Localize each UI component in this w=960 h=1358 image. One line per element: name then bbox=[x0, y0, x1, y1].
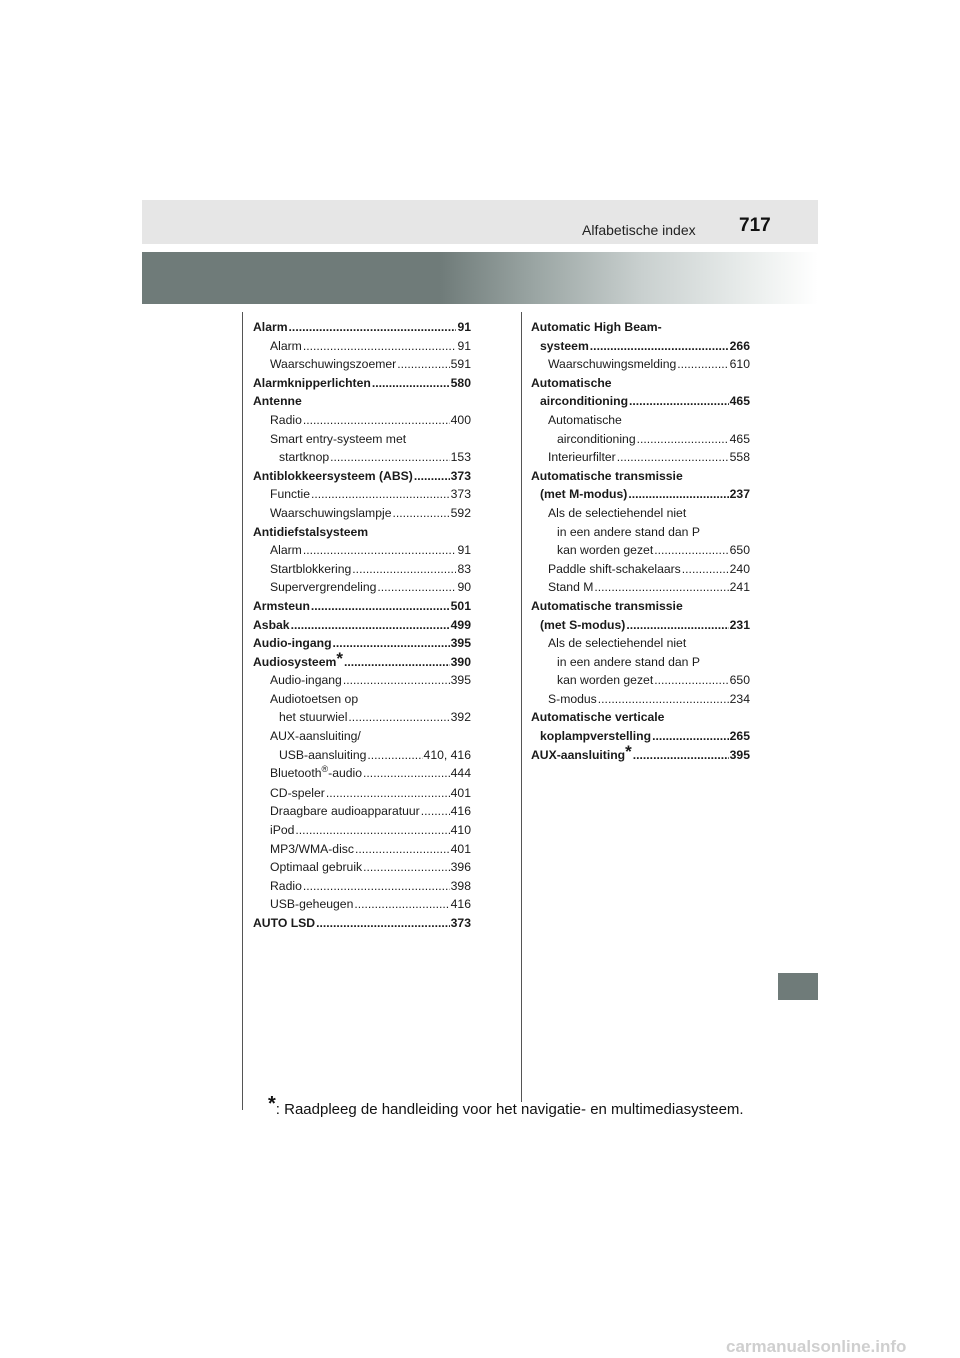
index-entry bbox=[531, 318, 750, 355]
dot-leader bbox=[303, 541, 457, 560]
dot-leader bbox=[343, 671, 450, 690]
entry-term-text: USB-geheugen bbox=[270, 897, 354, 912]
dot-leader bbox=[628, 485, 728, 504]
entry-term-text: Radio bbox=[270, 412, 302, 427]
dot-leader bbox=[397, 355, 449, 374]
index-subentry bbox=[253, 802, 471, 821]
page-ref: 241 bbox=[729, 580, 750, 595]
page-ref: 83 bbox=[457, 561, 471, 576]
entry-term-text: Bluetooth bbox=[270, 766, 322, 781]
entry-term bbox=[270, 784, 325, 803]
entry-term-text: Alarm bbox=[270, 543, 302, 558]
entry-term-text: Startblokkering bbox=[270, 561, 352, 576]
entry-term-text: Waarschuwingsmelding bbox=[548, 357, 677, 372]
index-entry bbox=[531, 708, 750, 745]
entry-row bbox=[270, 448, 471, 467]
index-subentry bbox=[253, 840, 471, 859]
dot-leader bbox=[303, 411, 450, 430]
entry-term bbox=[548, 578, 593, 597]
footnote-marker: * bbox=[268, 1093, 276, 1115]
dot-leader bbox=[377, 578, 456, 597]
entry-row bbox=[270, 877, 471, 896]
entry-term-text: Audiosysteem bbox=[253, 654, 337, 669]
entry-term-text: Interieurfilter bbox=[548, 450, 616, 465]
entry-row bbox=[270, 746, 471, 765]
entry-row bbox=[270, 541, 471, 560]
dot-leader bbox=[355, 840, 450, 859]
page-ref: 240 bbox=[729, 561, 750, 576]
entry-term-text: systeem bbox=[540, 338, 589, 353]
entry-row bbox=[531, 337, 750, 356]
entry-term bbox=[253, 634, 332, 653]
entry-term-text: startknop bbox=[279, 450, 330, 465]
dot-leader bbox=[677, 355, 728, 374]
entry-term bbox=[253, 914, 315, 933]
footnote-star-icon: * bbox=[625, 741, 632, 761]
dot-leader bbox=[372, 374, 450, 393]
chapter-tab bbox=[778, 973, 818, 1000]
dot-leader bbox=[344, 653, 450, 672]
entry-row bbox=[270, 411, 471, 430]
entry-line: Smart entry-systeem met bbox=[270, 431, 407, 446]
index-subentry bbox=[253, 411, 471, 430]
entry-row bbox=[253, 318, 471, 337]
entry-line: Automatische bbox=[548, 412, 622, 427]
entry-row bbox=[270, 671, 471, 690]
entry-line: in een andere stand dan P bbox=[557, 654, 700, 669]
entry-term bbox=[270, 877, 302, 896]
index-subentry bbox=[531, 355, 750, 374]
entry-row bbox=[253, 392, 471, 411]
index-subentry bbox=[253, 504, 471, 523]
entry-row bbox=[270, 504, 471, 523]
entry-term bbox=[557, 541, 653, 560]
entry-term bbox=[548, 690, 597, 709]
dot-leader bbox=[303, 337, 457, 356]
index-subentry bbox=[531, 690, 750, 709]
page-ref: 395 bbox=[450, 636, 471, 651]
index-entry bbox=[253, 392, 471, 411]
watermark: carmanualsonline.info bbox=[726, 1337, 907, 1356]
entry-line: Automatische bbox=[531, 375, 612, 390]
column-rule-left bbox=[242, 312, 243, 1110]
index-entry bbox=[531, 374, 750, 411]
page-ref: 650 bbox=[729, 543, 750, 558]
dot-leader bbox=[652, 727, 729, 746]
entry-row bbox=[253, 597, 471, 616]
dot-leader bbox=[629, 392, 729, 411]
dot-leader bbox=[392, 504, 449, 523]
dot-leader bbox=[626, 616, 728, 635]
page-ref: 265 bbox=[729, 729, 750, 744]
entry-term-text: (met M-modus) bbox=[540, 487, 628, 502]
entry-term-text: Antidiefstalsysteem bbox=[253, 524, 369, 539]
entry-term bbox=[253, 648, 343, 672]
dot-leader bbox=[295, 821, 449, 840]
page-ref: 396 bbox=[450, 860, 471, 875]
page-ref: 90 bbox=[457, 580, 471, 595]
page-ref: 501 bbox=[450, 598, 471, 613]
section-title: Alfabetische index bbox=[582, 222, 696, 238]
entry-term-text: CD-speler bbox=[270, 785, 325, 800]
entry-row bbox=[548, 578, 750, 597]
dot-leader bbox=[421, 802, 450, 821]
entry-term-text: kan worden gezet bbox=[557, 543, 654, 558]
page-ref: 91 bbox=[457, 543, 471, 558]
page-ref: 499 bbox=[450, 617, 471, 632]
entry-term-text: Radio bbox=[270, 878, 302, 893]
entry-term bbox=[270, 821, 294, 840]
entry-term bbox=[253, 392, 302, 411]
entry-term bbox=[253, 374, 371, 393]
entry-row bbox=[548, 355, 750, 374]
entry-term bbox=[270, 560, 351, 579]
entry-row bbox=[270, 858, 471, 877]
entry-term bbox=[540, 392, 628, 411]
index-subentry bbox=[531, 448, 750, 467]
chapter-band bbox=[142, 252, 818, 304]
entry-term bbox=[540, 727, 651, 746]
header-bar bbox=[142, 200, 818, 244]
page-ref: 416 bbox=[450, 897, 471, 912]
entry-term-text: Waarschuwingszoemer bbox=[270, 357, 397, 372]
entry-term-text: Optimaal gebruik bbox=[270, 860, 363, 875]
entry-term-text: Asbak bbox=[253, 617, 290, 632]
entry-term bbox=[253, 318, 288, 337]
dot-leader bbox=[289, 318, 457, 337]
dot-leader bbox=[363, 764, 450, 783]
page-ref: 558 bbox=[729, 450, 750, 465]
entry-term-text: MP3/WMA-disc bbox=[270, 841, 354, 856]
page-ref: 390 bbox=[450, 654, 471, 669]
entry-row bbox=[253, 467, 471, 486]
index-entry bbox=[253, 648, 471, 672]
dot-leader bbox=[333, 634, 450, 653]
index-subentry bbox=[531, 578, 750, 597]
entry-term-text: Alarmknipperlichten bbox=[253, 375, 371, 390]
entry-term bbox=[279, 746, 366, 765]
entry-term-text: Armsteun bbox=[253, 598, 310, 613]
page-ref: 401 bbox=[450, 785, 471, 800]
entry-term bbox=[253, 467, 413, 486]
entry-term bbox=[279, 448, 329, 467]
entry-term bbox=[540, 616, 625, 635]
page-ref: 234 bbox=[729, 691, 750, 706]
page-ref: 400 bbox=[450, 412, 471, 427]
entry-term-text: Functie bbox=[270, 487, 310, 502]
index-subentry bbox=[531, 634, 750, 690]
entry-row bbox=[270, 560, 471, 579]
index-entry bbox=[253, 318, 471, 337]
entry-term bbox=[270, 541, 302, 560]
index-subentry bbox=[253, 784, 471, 803]
entry-term bbox=[270, 355, 396, 374]
dot-leader bbox=[598, 690, 729, 709]
dot-leader bbox=[363, 858, 450, 877]
dot-leader bbox=[352, 560, 456, 579]
dot-leader bbox=[654, 671, 728, 690]
entry-row bbox=[253, 914, 471, 933]
entry-term-text: koplampverstelling bbox=[540, 729, 652, 744]
entry-row bbox=[270, 802, 471, 821]
page-ref: 395 bbox=[450, 673, 471, 688]
entry-line: Als de selectiehendel niet bbox=[548, 505, 687, 520]
entry-row bbox=[270, 708, 471, 727]
entry-term-text: Stand M bbox=[548, 580, 594, 595]
entry-term-text: S-modus bbox=[548, 691, 597, 706]
page-ref: 465 bbox=[729, 394, 750, 409]
entry-term bbox=[540, 485, 627, 504]
entry-term bbox=[253, 597, 310, 616]
entry-row bbox=[253, 616, 471, 635]
index-subentry bbox=[253, 690, 471, 727]
dot-leader bbox=[330, 448, 450, 467]
page-ref: 592 bbox=[450, 505, 471, 520]
index-subentry bbox=[253, 355, 471, 374]
index-entry bbox=[253, 616, 471, 635]
footnote-star-icon: * bbox=[336, 648, 343, 668]
entry-term bbox=[531, 741, 632, 765]
entry-term-text: Antiblokkeersysteem (ABS) bbox=[253, 468, 413, 483]
dot-leader bbox=[311, 485, 450, 504]
dot-leader bbox=[367, 746, 422, 765]
entry-term bbox=[270, 895, 353, 914]
entry-term-text: Audio-ingang bbox=[270, 673, 342, 688]
dot-leader bbox=[326, 784, 450, 803]
index-subentry bbox=[253, 337, 471, 356]
entry-row bbox=[270, 337, 471, 356]
dot-leader bbox=[354, 895, 449, 914]
entry-line: Automatische transmissie bbox=[531, 468, 683, 483]
entry-row bbox=[548, 671, 750, 690]
dot-leader bbox=[311, 597, 450, 616]
index-subentry bbox=[253, 485, 471, 504]
entry-term-text: USB-aansluiting bbox=[279, 747, 367, 762]
entry-row bbox=[548, 690, 750, 709]
index-subentry bbox=[531, 411, 750, 448]
entry-row bbox=[548, 560, 750, 579]
entry-term-text: kan worden gezet bbox=[557, 673, 654, 688]
entry-term bbox=[270, 858, 362, 877]
index-entry bbox=[253, 467, 471, 486]
entry-line: in een andere stand dan P bbox=[557, 524, 700, 539]
entry-term-text: AUTO LSD bbox=[253, 916, 316, 930]
index-subentry bbox=[253, 764, 471, 784]
entry-row bbox=[531, 741, 750, 765]
entry-row bbox=[270, 784, 471, 803]
page-ref: 237 bbox=[729, 487, 750, 502]
entry-term bbox=[270, 485, 310, 504]
dot-leader bbox=[348, 708, 449, 727]
dot-leader bbox=[594, 578, 728, 597]
index-subentry bbox=[253, 671, 471, 690]
dot-leader bbox=[303, 877, 450, 896]
column-rule-middle bbox=[521, 312, 522, 1102]
entry-term bbox=[270, 337, 302, 356]
index-subentry bbox=[531, 560, 750, 579]
page-ref: 410, 416 bbox=[423, 747, 471, 762]
page-ref: 266 bbox=[729, 338, 750, 353]
dot-leader bbox=[637, 430, 729, 449]
index-column-left bbox=[253, 318, 471, 933]
entry-term bbox=[270, 411, 302, 430]
entry-line: Automatische verticale bbox=[531, 710, 665, 725]
page-ref: 465 bbox=[729, 431, 750, 446]
entry-term bbox=[270, 802, 420, 821]
entry-term bbox=[557, 671, 653, 690]
page-ref: 398 bbox=[450, 878, 471, 893]
footnote bbox=[268, 1093, 744, 1120]
entry-row bbox=[548, 430, 750, 449]
index-subentry bbox=[253, 560, 471, 579]
page-ref: 91 bbox=[457, 338, 471, 353]
entry-term bbox=[270, 504, 391, 523]
index-subentry bbox=[531, 504, 750, 560]
entry-row bbox=[253, 374, 471, 393]
entry-row bbox=[253, 523, 471, 542]
entry-row bbox=[548, 541, 750, 560]
index-column-right bbox=[531, 318, 750, 764]
index-subentry bbox=[253, 541, 471, 560]
entry-term-text: Alarm bbox=[253, 320, 288, 334]
entry-term-text: Supervergrendeling bbox=[270, 580, 377, 595]
page-ref: 392 bbox=[450, 710, 471, 725]
entry-term-text: Draagbare audioapparatuur bbox=[270, 804, 420, 819]
entry-term-text: iPod bbox=[270, 823, 295, 838]
index-subentry bbox=[253, 578, 471, 597]
index-entry bbox=[253, 634, 471, 653]
entry-term bbox=[548, 355, 676, 374]
entry-term bbox=[270, 578, 376, 597]
index-entry bbox=[253, 523, 471, 542]
index-entry bbox=[253, 914, 471, 933]
dot-leader bbox=[682, 560, 729, 579]
entry-row bbox=[270, 764, 471, 784]
entry-term-text: airconditioning bbox=[540, 394, 629, 409]
page-ref: 395 bbox=[729, 747, 750, 762]
entry-row bbox=[548, 448, 750, 467]
page-ref: 580 bbox=[450, 375, 471, 390]
entry-row bbox=[270, 821, 471, 840]
registered-mark: ® bbox=[321, 764, 329, 775]
index-subentry bbox=[253, 858, 471, 877]
entry-line: AUX-aansluiting/ bbox=[270, 729, 361, 744]
entry-term-text: (met S-modus) bbox=[540, 617, 626, 632]
entry-line: Automatic High Beam- bbox=[531, 320, 662, 334]
entry-line: Als de selectiehendel niet bbox=[548, 636, 687, 651]
entry-row bbox=[531, 727, 750, 746]
page-ref: 401 bbox=[450, 841, 471, 856]
page-ref: 650 bbox=[729, 673, 750, 688]
dot-leader bbox=[633, 746, 729, 765]
entry-term bbox=[253, 616, 290, 635]
entry-term bbox=[270, 764, 362, 784]
index-entry bbox=[253, 597, 471, 616]
entry-term-text: Audio-ingang bbox=[253, 636, 332, 651]
dot-leader bbox=[316, 914, 450, 933]
entry-row bbox=[270, 355, 471, 374]
entry-row bbox=[253, 634, 471, 653]
entry-term-text: airconditioning bbox=[557, 431, 636, 446]
entry-term-suffix: -audio bbox=[328, 766, 363, 781]
footnote-text: : Raadpleeg de handleiding voor het navigatie- en multimediasysteem. bbox=[275, 1101, 744, 1118]
entry-term-text: AUX-aansluiting bbox=[531, 747, 626, 762]
page-ref: 91 bbox=[457, 320, 471, 334]
entry-term-text: Paddle shift-schakelaars bbox=[548, 561, 681, 576]
page-ref: 591 bbox=[450, 357, 471, 372]
page-ref: 416 bbox=[450, 804, 471, 819]
page-ref: 373 bbox=[450, 468, 471, 483]
entry-term bbox=[548, 560, 681, 579]
entry-row bbox=[253, 648, 471, 672]
entry-term bbox=[270, 671, 342, 690]
index-subentry bbox=[253, 877, 471, 896]
index-subentry bbox=[253, 430, 471, 467]
entry-term-text: Alarm bbox=[270, 338, 302, 353]
dot-leader bbox=[590, 337, 729, 356]
entry-row bbox=[531, 485, 750, 504]
entry-term bbox=[253, 523, 368, 542]
dot-leader bbox=[617, 448, 729, 467]
entry-row bbox=[270, 485, 471, 504]
index-entry bbox=[531, 597, 750, 634]
entry-row bbox=[531, 616, 750, 635]
index-subentry bbox=[253, 895, 471, 914]
entry-row bbox=[270, 895, 471, 914]
dot-leader bbox=[654, 541, 728, 560]
index-subentry bbox=[253, 821, 471, 840]
entry-term bbox=[540, 337, 589, 356]
index-entry bbox=[531, 741, 750, 765]
page-ref: 410 bbox=[450, 823, 471, 838]
page-ref: 373 bbox=[450, 916, 471, 930]
entry-term bbox=[557, 430, 636, 449]
page-ref: 610 bbox=[729, 357, 750, 372]
page-ref: 373 bbox=[450, 487, 471, 502]
entry-term-text: Antenne bbox=[253, 394, 302, 409]
dot-leader bbox=[291, 616, 450, 635]
entry-term bbox=[279, 708, 347, 727]
entry-row bbox=[531, 392, 750, 411]
entry-term-text: het stuurwiel bbox=[279, 710, 348, 725]
entry-row bbox=[270, 578, 471, 597]
entry-line: Audiotoetsen op bbox=[270, 691, 359, 706]
entry-term bbox=[548, 448, 616, 467]
index-entry bbox=[253, 374, 471, 393]
index-entry bbox=[531, 467, 750, 504]
dot-leader bbox=[414, 467, 450, 486]
index-subentry bbox=[253, 727, 471, 764]
entry-line: Automatische transmissie bbox=[531, 598, 683, 613]
page-ref: 153 bbox=[450, 450, 471, 465]
entry-row bbox=[270, 840, 471, 859]
page-number: 717 bbox=[739, 215, 771, 236]
entry-term-text: Waarschuwingslampje bbox=[270, 505, 392, 520]
page-ref: 444 bbox=[450, 766, 471, 781]
page-ref: 231 bbox=[729, 617, 750, 632]
entry-term bbox=[270, 840, 354, 859]
